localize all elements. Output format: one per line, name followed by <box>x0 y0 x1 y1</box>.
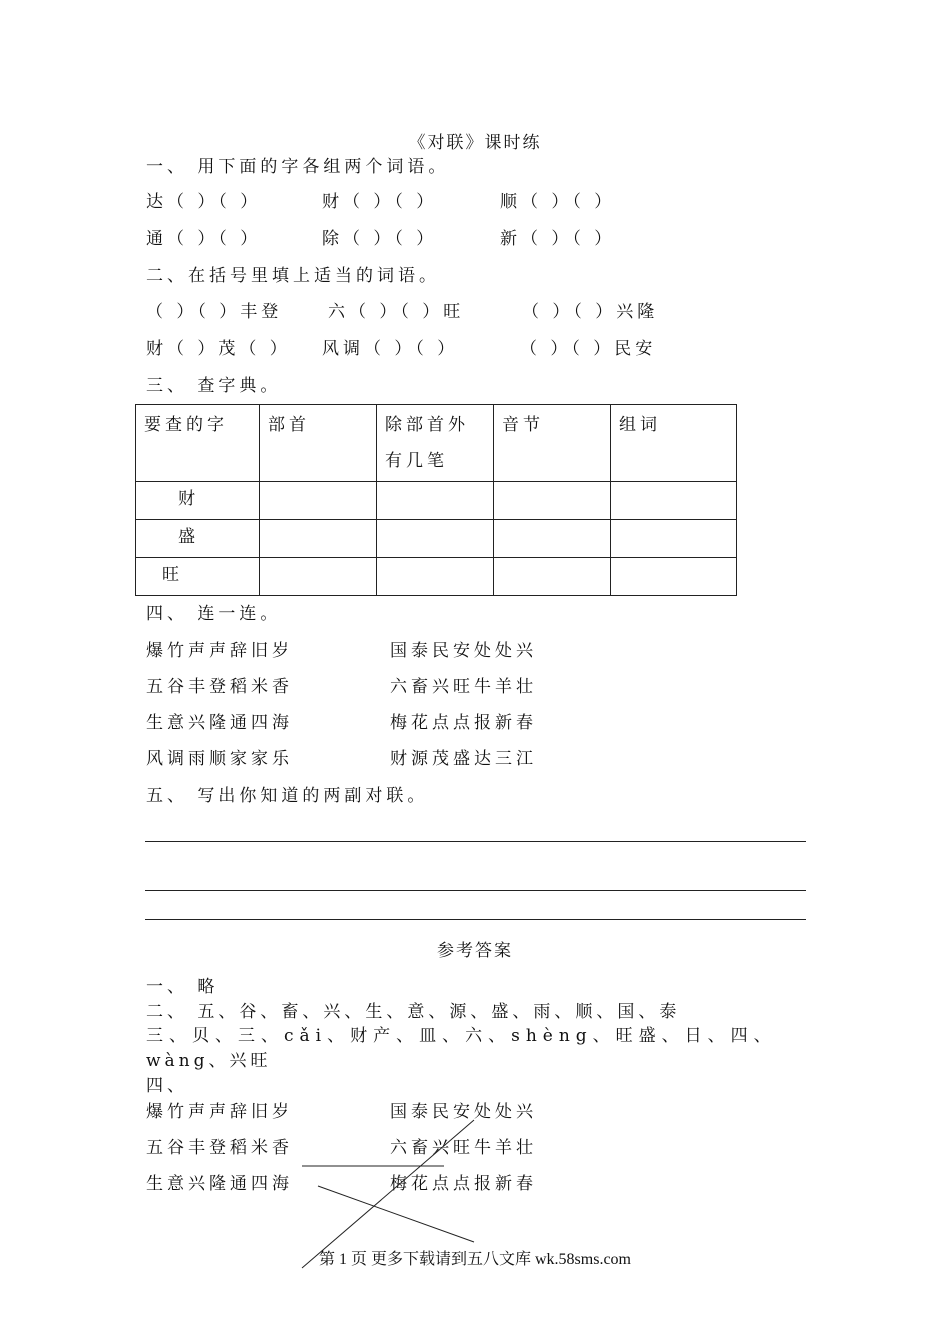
match-left: 生意兴隆通四海 <box>146 713 293 733</box>
q1-item: 顺（ ）（ ） <box>500 192 616 212</box>
answer-match-left: 五谷丰登稻米香 <box>146 1138 293 1158</box>
q2-item: （ ）（ ）兴隆 <box>522 302 659 322</box>
table-header: 要查的字 <box>136 405 260 482</box>
q2-item: 财（ ）茂（ ） <box>146 339 291 359</box>
q1-item: 财（ ）（ ） <box>322 192 438 212</box>
q3-heading: 三、 查字典。 <box>146 376 282 396</box>
q1-item: 除（ ）（ ） <box>322 229 438 249</box>
answer-2: 二、 五、谷、畜、兴、生、意、源、盛、雨、顺、国、泰 <box>146 1002 681 1022</box>
answer-match-left: 生意兴隆通四海 <box>146 1174 293 1194</box>
q1-heading: 一、 用下面的字各组两个词语。 <box>146 157 450 177</box>
page-title: 《对联》课时练 <box>408 133 542 153</box>
q2-item: （ ）（ ）丰登 <box>146 302 283 322</box>
answer-3-cont: wàng、兴旺 <box>146 1051 272 1071</box>
answer-4: 四、 <box>146 1076 188 1096</box>
table-cell-char: 财 <box>136 482 260 520</box>
answer-match-right: 国泰民安处处兴 <box>390 1102 537 1122</box>
answers-title: 参考答案 <box>437 941 513 961</box>
table-header: 除部首外有几笔 <box>377 405 494 482</box>
match-left: 爆竹声声辞旧岁 <box>146 641 293 661</box>
q1-item: 达（ ）（ ） <box>146 192 262 212</box>
table-header: 部首 <box>260 405 377 482</box>
match-right: 国泰民安处处兴 <box>390 641 537 661</box>
match-left: 五谷丰登稻米香 <box>146 677 293 697</box>
answer-match-left: 爆竹声声辞旧岁 <box>146 1102 293 1122</box>
answer-match-right: 梅花点点报新春 <box>390 1174 537 1194</box>
match-right: 财源茂盛达三江 <box>390 749 537 769</box>
q2-item: 六（ ）（ ）旺 <box>328 302 465 322</box>
answer-match-right: 六畜兴旺牛羊壮 <box>390 1138 537 1158</box>
q1-item: 新（ ）（ ） <box>500 229 616 249</box>
table-header: 组词 <box>611 405 737 482</box>
table-header: 音节 <box>494 405 611 482</box>
q2-item: （ ）（ ）民安 <box>520 339 657 359</box>
match-right: 梅花点点报新春 <box>390 713 537 733</box>
table-cell-char: 盛 <box>136 520 260 558</box>
q5-heading: 五、 写出你知道的两副对联。 <box>146 786 429 806</box>
q2-heading: 二、在括号里填上适当的词语。 <box>146 266 440 286</box>
page-footer: 第 1 页 更多下载请到五八文库 wk.58sms.com <box>318 1251 631 1268</box>
answer-3: 三、贝、三、cǎi、财产、皿、六、shèng、旺盛、日、四、 <box>146 1026 777 1046</box>
match-left: 风调雨顺家家乐 <box>146 749 293 769</box>
table-cell-char: 旺 <box>136 558 260 596</box>
match-right: 六畜兴旺牛羊壮 <box>390 677 537 697</box>
q4-heading: 四、 连一连。 <box>146 604 282 624</box>
q2-item: 风调（ ）（ ） <box>322 339 459 359</box>
q1-item: 通（ ）（ ） <box>146 229 262 249</box>
answer-1: 一、 略 <box>146 977 219 997</box>
